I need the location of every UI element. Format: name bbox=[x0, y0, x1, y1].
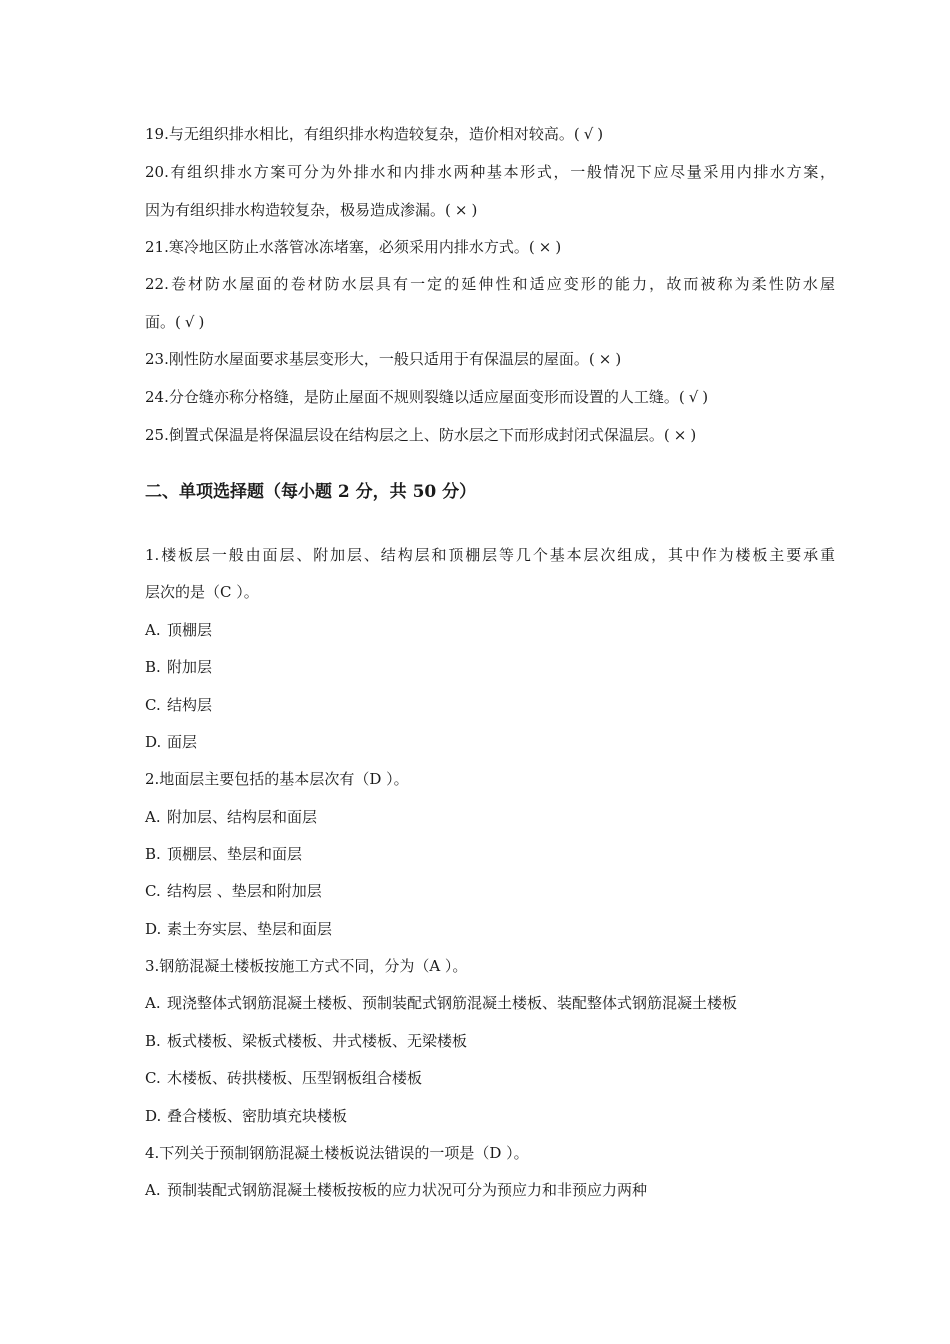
paren-close: ) bbox=[198, 313, 205, 331]
paren-open: ( bbox=[445, 201, 451, 219]
option-letter: B. bbox=[145, 658, 161, 676]
option-letter: D. bbox=[145, 920, 162, 938]
item-number: 20. bbox=[145, 163, 169, 181]
question-1-option-d bbox=[145, 731, 835, 753]
option-text: 结构层 bbox=[167, 696, 213, 714]
question-1-option-a bbox=[145, 619, 835, 641]
paren-close: ) bbox=[615, 350, 622, 368]
cross-mark-icon: × bbox=[673, 426, 687, 444]
check-mark-icon: √ bbox=[583, 125, 594, 143]
option-letter: C. bbox=[145, 696, 161, 714]
check-mark-icon: √ bbox=[688, 388, 699, 406]
question-2-option-b bbox=[145, 843, 835, 865]
item-text: 与无组织排水相比，有组织排水构造较复杂，造价相对较高。 bbox=[168, 125, 574, 143]
option-text: 现浇整体式钢筋混凝土楼板、预制装配式钢筋混凝土楼板、装配整体式钢筋混凝土楼板 bbox=[167, 994, 738, 1012]
item-text: 分仓缝亦称分格缝，是防止屋面不规则裂缝以适应屋面变形而设置的人工缝。 bbox=[168, 388, 679, 406]
option-text: 附加层、结构层和面层 bbox=[167, 808, 318, 826]
option-letter: D. bbox=[145, 733, 162, 751]
option-letter: C. bbox=[145, 1069, 161, 1087]
item-number: 25. bbox=[145, 426, 169, 444]
question-3-option-d bbox=[145, 1105, 835, 1127]
paren-open: ( bbox=[678, 388, 685, 406]
option-text: 附加层 bbox=[167, 658, 213, 676]
option-text: 结构层 、垫层和附加层 bbox=[167, 882, 322, 900]
item-text: 面。 bbox=[145, 313, 176, 331]
question-4-option-a bbox=[145, 1179, 835, 1201]
option-text: 顶棚层、垫层和面层 bbox=[167, 845, 303, 863]
question-2-option-d bbox=[145, 918, 835, 940]
cross-mark-icon: × bbox=[538, 238, 552, 256]
question-3-option-b bbox=[145, 1030, 835, 1052]
option-letter: B. bbox=[145, 1032, 161, 1050]
paren-open: ( bbox=[573, 125, 580, 143]
option-letter: A. bbox=[145, 1181, 161, 1199]
paren-open: ( bbox=[663, 426, 670, 444]
question-3-option-a bbox=[145, 992, 835, 1014]
item-number: 19. bbox=[145, 125, 169, 143]
item-number: 22. bbox=[145, 275, 169, 293]
option-text: 叠合楼板、密肋填充块楼板 bbox=[167, 1107, 348, 1125]
option-text: 顶棚层 bbox=[167, 621, 213, 639]
paren-close: ) bbox=[597, 125, 604, 143]
check-mark-icon: √ bbox=[184, 313, 195, 331]
option-text: 板式楼板、梁板式楼板、井式楼板、无梁楼板 bbox=[167, 1032, 468, 1050]
option-letter: A. bbox=[145, 994, 161, 1012]
option-letter: A. bbox=[145, 808, 161, 826]
question-2-option-a bbox=[145, 806, 835, 828]
judgement-item-20-line2 bbox=[145, 199, 835, 221]
option-text: 木楼板、砖拱楼板、压型钢板组合楼板 bbox=[167, 1069, 423, 1087]
paren-open: ( bbox=[528, 238, 535, 256]
item-text: 刚性防水屋面要求基层变形大，一般只适用于有保温层的屋面。 bbox=[168, 350, 589, 368]
question-3-option-c bbox=[145, 1067, 835, 1089]
section-heading: 二、单项选择题（每小题 2 分，共 50 分） bbox=[145, 482, 477, 502]
item-text: 寒冷地区防止水落管冰冻堵塞，必须采用内排水方式。 bbox=[168, 238, 529, 256]
judgement-item-25 bbox=[145, 424, 835, 446]
judgement-item-22-line1 bbox=[145, 273, 835, 295]
cross-mark-icon: × bbox=[598, 350, 612, 368]
paren-open: ( bbox=[175, 313, 181, 331]
cross-mark-icon: × bbox=[454, 201, 468, 219]
option-letter: D. bbox=[145, 1107, 162, 1125]
option-text: 预制装配式钢筋混凝土楼板按板的应力状况可分为预应力和非预应力两种 bbox=[167, 1181, 648, 1199]
judgement-item-20-line1 bbox=[145, 161, 835, 183]
option-letter: A. bbox=[145, 621, 161, 639]
option-text: 面层 bbox=[167, 733, 198, 751]
paren-close: ) bbox=[702, 388, 709, 406]
item-number: 21. bbox=[145, 238, 169, 256]
item-text: 卷材防水屋面的卷材防水层具有一定的延伸性和适应变形的能力，故而被称为柔性防水屋 bbox=[168, 275, 835, 293]
question-1-line1: 1.楼板层一般由面层、附加层、结构层和顶棚层等几个基本层次组成，其中作为楼板主要承重 bbox=[145, 546, 835, 564]
option-text: 素土夯实层、垫层和面层 bbox=[167, 920, 333, 938]
question-2-option-c bbox=[145, 880, 835, 902]
option-letter: B. bbox=[145, 845, 161, 863]
question-1-option-c bbox=[145, 694, 835, 716]
judgement-item-19 bbox=[145, 123, 835, 145]
paren-open: ( bbox=[588, 350, 595, 368]
question-4-stem: 4.下列关于预制钢筋混凝土楼板说法错误的一项是（D ）。 bbox=[145, 1144, 529, 1162]
judgement-item-22-line2 bbox=[145, 311, 835, 333]
item-text: 因为有组织排水构造较复杂，极易造成渗漏。 bbox=[145, 201, 446, 219]
question-3-stem: 3.钢筋混凝土楼板按施工方式不同，分为（A ）。 bbox=[145, 957, 468, 975]
option-letter: C. bbox=[145, 882, 161, 900]
item-number: 24. bbox=[145, 388, 169, 406]
paren-close: ) bbox=[555, 238, 562, 256]
question-1-line2: 层次的是（C ）。 bbox=[145, 583, 259, 601]
question-1-option-b bbox=[145, 656, 835, 678]
judgement-item-21 bbox=[145, 236, 835, 258]
item-number: 23. bbox=[145, 350, 169, 368]
judgement-item-23 bbox=[145, 348, 835, 370]
question-2-stem: 2.地面层主要包括的基本层次有（D ）。 bbox=[145, 770, 409, 788]
judgement-item-24 bbox=[145, 386, 835, 408]
item-text: 倒置式保温是将保温层设在结构层之上、防水层之下而形成封闭式保温层。 bbox=[168, 426, 664, 444]
paren-close: ) bbox=[471, 201, 478, 219]
paren-close: ) bbox=[690, 426, 697, 444]
item-text: 有组织排水方案可分为外排水和内排水两种基本形式，一般情况下应尽量采用内排水方案， bbox=[168, 163, 835, 181]
